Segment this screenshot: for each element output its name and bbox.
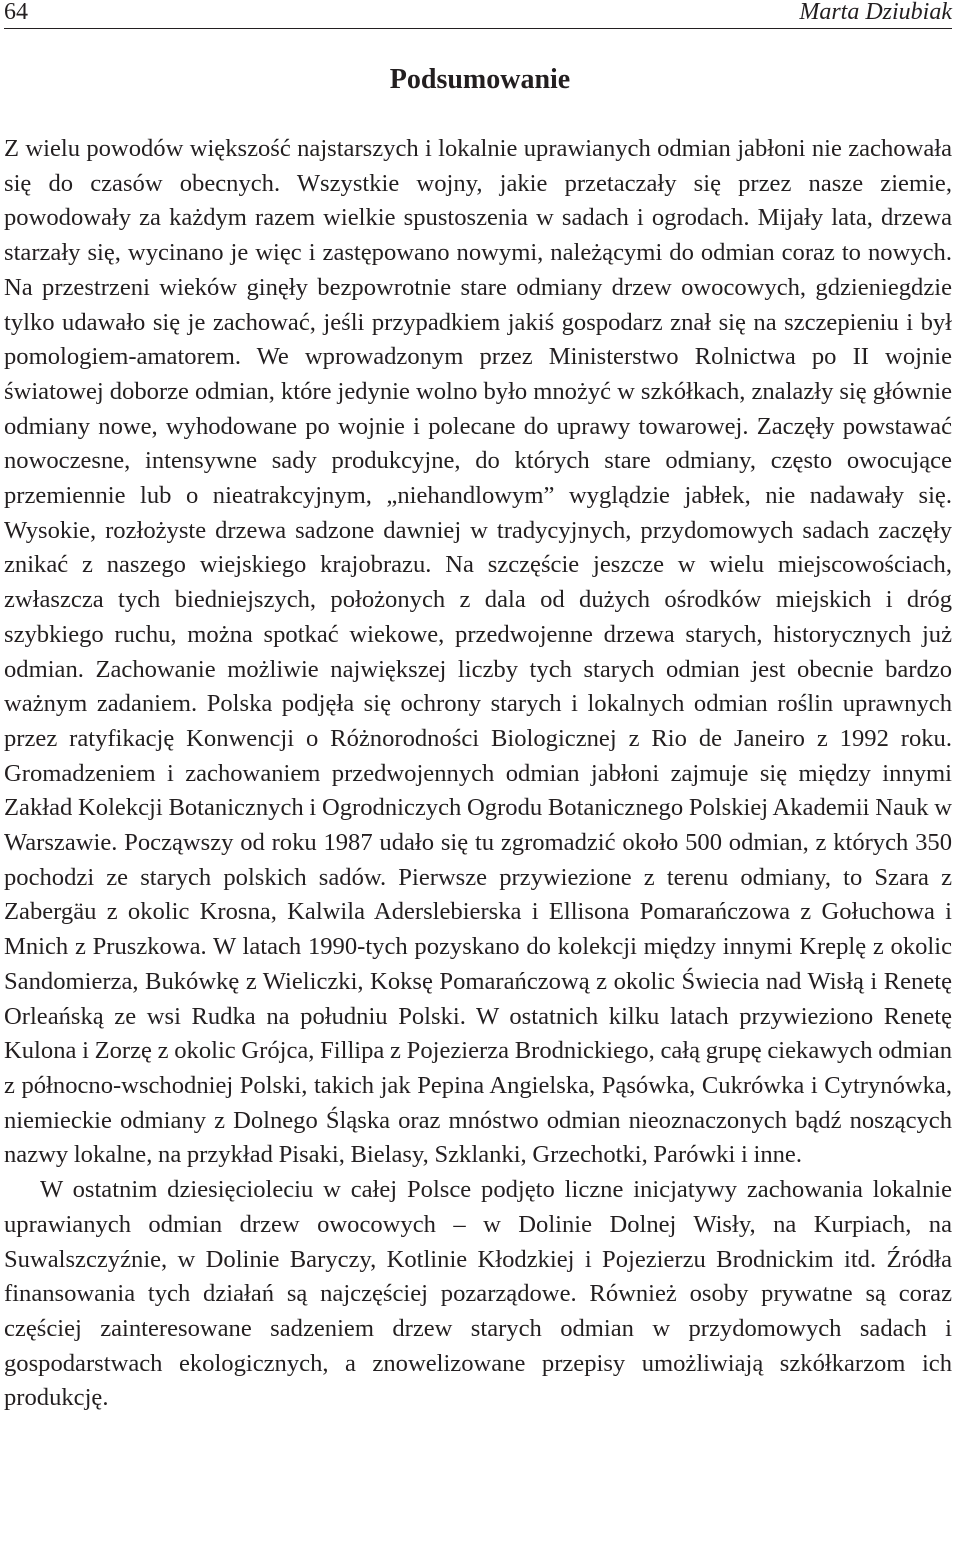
paragraph-2: W ostatnim dziesięcioleciu w całej Polsce podjęto liczne inicjatywy zachowania lokalnie uprawianych odmian drzew owocowych – w Dolinie Dolnej Wisły, na Kurpiach, na Suwalszczyźnie, w Dolinie Baryczy, Kotlinie Kłodzkiej i Pojezierzu Brodnickim itd. Źródła finansowania tych działań są najczęściej pozarządowe. Również osoby prywatne są coraz częściej zainteresowane sadzeniem drzew starych odmian w przydomowych sadach i gospodarstwach ekologicznych, a znowelizowane przepisy umożliwiają szkółkarzom ich produkcję. [4, 1176, 952, 1412]
body-text [4, 132, 952, 1416]
page-number: 64 [4, 0, 28, 25]
running-header-author: Marta Dziubiak [799, 0, 952, 25]
paragraph-1: Z wielu powodów większość najstarszych i lokalnie uprawianych odmian jabłoni nie zachowała się do czasów obecnych. Wszystkie wojny, jakie przetaczały się przez nasze ziemie, powodowały za każdym razem wielkie spustoszenia w sadach i ogrodach. Mijały lata, drzewa starzały się, wycinano je więc i zastępowano nowymi, należącymi do odmian coraz to nowych. Na przestrzeni wieków ginęły bezpowrotnie stare odmiany drzew owocowych, gdzieniegdzie tylko udawało się je zachować, jeśli przypadkiem jakiś gospodarz znał się na szczepieniu i był pomologiem-amatorem. We wprowadzonym przez Ministerstwo Rolnictwa po II wojnie światowej doborze odmian, które jedynie wolno było mnożyć w szkółkach, znalazły się głównie odmiany nowe, wyhodowane po wojnie i polecane do uprawy towarowej. Zaczęły powstawać nowoczesne, intensywne sady produkcyjne, do których stare odmiany, często owocujące przemiennie lub o nieatrakcyjnym, „niehandlowym” wyglądzie jabłek, nie nadawały się. Wysokie, rozłożyste drzewa sadzone dawniej w tradycyjnych, przydomowych sadach zaczęły znikać z naszego wiejskiego krajobrazu. Na szczęście jeszcze w wielu miejscowościach, zwłaszcza tych biedniejszych, położonych z dala od dużych ośrodków miejskich i dróg szybkiego ruchu, można spotkać wiekowe, przedwojenne drzewa starych, historycznych już odmian. Zachowanie możliwie największej liczby tych starych odmian jest obecnie bardzo ważnym zadaniem. Polska podjęła się ochrony starych i lokalnych odmian roślin uprawnych przez ratyfikację Konwencji o Różnorodności Biologicznej z Rio de Janeiro z 1992 roku. Gromadzeniem i zachowaniem przedwojennych odmian jabłoni zajmuje się między innymi Zakład Kolekcji Botanicznych i Ogrodniczych Ogrodu Botanicznego Polskiej Akademii Nauk w Warszawie. Począwszy od roku 1987 udało się tu zgromadzić około 500 odmian, z których 350 pochodzi ze starych polskich sadów. Pierwsze przywiezione z terenu odmiany, to Szara z Zabergäu z okolic Krosna, Kalwila Aderslebierska i Ellisona Pomarańczowa z Gołuchowa i Mnich z Pruszkowa. W latach 1990-tych pozyskano do kolekcji między innymi Kreplę z okolic Sandomierza, Bukówkę z Wieliczki, Koksę Pomarańczową z okolic Świecia nad Wisłą i Renetę Orleańską ze wsi Rudka na południu Polski. W ostatnich kilku latach przywieziono Renetę Kulona i Zorzę z okolic Grójca, Fillipa z Pojezierza Brodnickiego, całą grupę ciekawych odmian z północno-wschodniej Polski, takich jak Pepina Angielska, Pąsówka, Cukrówka i Cytrynówka, niemieckie odmiany z Dolnego Śląska oraz mnóstwo odmian nieoznaczonych bądź noszących nazwy lokalne, na przykład Pisaki, Bielasy, Szklanki, Grzechotki, Parówki i inne. [4, 135, 952, 1169]
running-header [4, 0, 952, 29]
section-title: Podsumowanie [389, 64, 571, 95]
